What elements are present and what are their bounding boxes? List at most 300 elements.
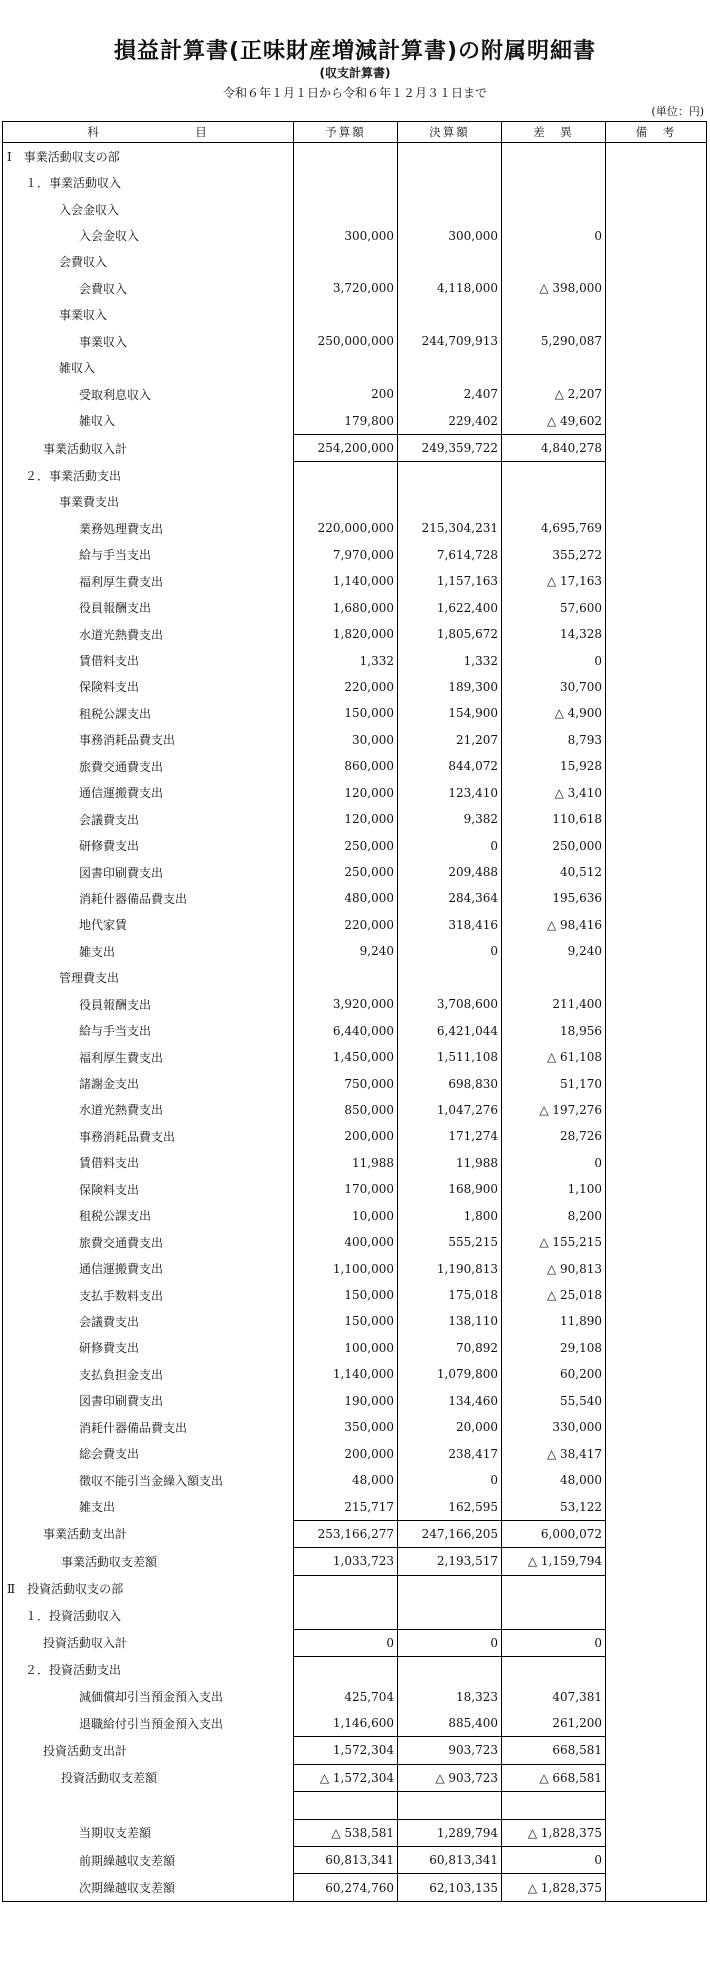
remarks-cell [606, 1255, 707, 1281]
actual-cell: 154,900 [398, 700, 502, 726]
actual-cell [398, 1575, 502, 1602]
actual-cell: 21,207 [398, 727, 502, 753]
budget-cell: 120,000 [294, 806, 398, 832]
row-label: 入会金収入 [3, 196, 294, 222]
row-label: 地代家賃 [3, 912, 294, 938]
remarks-cell [606, 594, 707, 620]
variance-cell: 330,000 [502, 1414, 606, 1440]
header-subject: 科 目 [3, 122, 294, 143]
remarks-cell [606, 196, 707, 222]
remarks-cell [606, 912, 707, 938]
budget-cell [294, 1575, 398, 1602]
variance-cell: △ 668,581 [502, 1764, 606, 1791]
table-row-total [3, 1629, 707, 1656]
budget-cell [294, 965, 398, 991]
table-row [3, 1308, 707, 1334]
variance-cell: 110,618 [502, 806, 606, 832]
row-label: 通信運搬費支出 [3, 1255, 294, 1281]
budget-cell: 30,000 [294, 727, 398, 753]
budget-cell: 200 [294, 381, 398, 407]
budget-cell: 250,000 [294, 859, 398, 885]
fiscal-period: 令和６年１月１日から令和６年１２月３１日まで [222, 86, 487, 100]
table-row [3, 938, 707, 964]
variance-cell [502, 1602, 606, 1629]
actual-cell: 4,118,000 [398, 275, 502, 301]
row-label: 退職給付引当預金預入支出 [3, 1710, 294, 1737]
budget-cell: 170,000 [294, 1176, 398, 1202]
table-row [3, 1602, 707, 1629]
budget-cell: 48,000 [294, 1467, 398, 1493]
table-row-total [3, 1874, 707, 1901]
table-body [3, 143, 707, 1902]
budget-cell: 1,332 [294, 647, 398, 673]
actual-cell: 1,157,163 [398, 568, 502, 594]
row-label: 受取利息収入 [3, 381, 294, 407]
actual-cell: 1,511,108 [398, 1044, 502, 1070]
actual-cell: 2,193,517 [398, 1548, 502, 1575]
variance-cell: 4,695,769 [502, 515, 606, 541]
variance-cell [502, 196, 606, 222]
variance-cell [502, 249, 606, 275]
budget-cell: 850,000 [294, 1097, 398, 1123]
remarks-cell [606, 1493, 707, 1520]
row-label: 当期収支差額 [3, 1819, 294, 1846]
budget-cell: 1,820,000 [294, 621, 398, 647]
row-label: 事業収入 [3, 328, 294, 354]
table-row [3, 1440, 707, 1466]
variance-cell: 6,000,072 [502, 1520, 606, 1547]
row-label: ２．投資活動支出 [3, 1656, 294, 1683]
variance-cell: △ 1,828,375 [502, 1819, 606, 1846]
budget-cell [294, 249, 398, 275]
remarks-cell [606, 355, 707, 381]
header-remarks: 備 考 [606, 122, 707, 143]
variance-cell: 0 [502, 1847, 606, 1874]
remarks-cell [606, 1070, 707, 1096]
table-row [3, 1388, 707, 1414]
actual-cell [398, 965, 502, 991]
remarks-cell [606, 806, 707, 832]
remarks-cell [606, 462, 707, 489]
budget-cell: 300,000 [294, 222, 398, 248]
header-actual: 決算額 [398, 122, 502, 143]
actual-cell: 162,595 [398, 1493, 502, 1520]
ledger-table [2, 121, 707, 1902]
actual-cell: 60,813,341 [398, 1847, 502, 1874]
actual-cell: 0 [398, 1467, 502, 1493]
budget-cell: △ 538,581 [294, 1819, 398, 1846]
actual-cell [398, 1792, 502, 1819]
variance-cell: 29,108 [502, 1335, 606, 1361]
remarks-cell [606, 169, 707, 195]
budget-cell [294, 169, 398, 195]
actual-cell: 1,332 [398, 647, 502, 673]
table-row-total [3, 1737, 707, 1764]
budget-cell [294, 302, 398, 328]
variance-cell: △ 38,417 [502, 1440, 606, 1466]
table-row-total [3, 1847, 707, 1874]
table-row [3, 407, 707, 434]
remarks-cell [606, 780, 707, 806]
row-label: 支払手数料支出 [3, 1282, 294, 1308]
actual-cell: 244,709,913 [398, 328, 502, 354]
row-label: 租税公課支出 [3, 700, 294, 726]
actual-cell: 189,300 [398, 674, 502, 700]
remarks-cell [606, 1602, 707, 1629]
table-row [3, 806, 707, 832]
table-row-total [3, 1819, 707, 1846]
budget-cell: 100,000 [294, 1335, 398, 1361]
budget-cell: 220,000 [294, 912, 398, 938]
table-row [3, 965, 707, 991]
budget-cell: 150,000 [294, 1308, 398, 1334]
actual-cell: 1,800 [398, 1203, 502, 1229]
row-label: 前期繰越収支差額 [3, 1847, 294, 1874]
row-label: 投資活動収入計 [3, 1629, 294, 1656]
remarks-cell [606, 1656, 707, 1683]
table-row [3, 700, 707, 726]
table-row [3, 462, 707, 489]
remarks-cell [606, 859, 707, 885]
budget-cell: 1,680,000 [294, 594, 398, 620]
budget-cell: 400,000 [294, 1229, 398, 1255]
actual-cell: △ 903,723 [398, 1764, 502, 1791]
row-label: 事業活動収支差額 [3, 1548, 294, 1575]
actual-cell [398, 355, 502, 381]
table-row [3, 1097, 707, 1123]
remarks-cell [606, 249, 707, 275]
row-label: 入会金収入 [3, 222, 294, 248]
remarks-cell [606, 381, 707, 407]
actual-cell: 1,289,794 [398, 1819, 502, 1846]
actual-cell: 300,000 [398, 222, 502, 248]
variance-cell: △ 1,159,794 [502, 1548, 606, 1575]
actual-cell: 1,047,276 [398, 1097, 502, 1123]
row-label: 役員報酬支出 [3, 594, 294, 620]
remarks-cell [606, 1123, 707, 1149]
variance-cell [502, 355, 606, 381]
row-label: 図書印刷費支出 [3, 859, 294, 885]
row-label: 会議費支出 [3, 1308, 294, 1334]
budget-cell [294, 1656, 398, 1683]
table-row [3, 1255, 707, 1281]
budget-cell: 1,033,723 [294, 1548, 398, 1575]
remarks-cell [606, 542, 707, 568]
table-row [3, 542, 707, 568]
table-row [3, 515, 707, 541]
remarks-cell [606, 1520, 707, 1547]
row-label: 保険料支出 [3, 1176, 294, 1202]
variance-cell: 28,726 [502, 1123, 606, 1149]
table-row [3, 355, 707, 381]
budget-cell: 3,920,000 [294, 991, 398, 1017]
actual-cell: 903,723 [398, 1737, 502, 1764]
variance-cell: △ 1,828,375 [502, 1874, 606, 1901]
table-row [3, 1361, 707, 1387]
row-label: 給与手当支出 [3, 542, 294, 568]
actual-cell: 171,274 [398, 1123, 502, 1149]
remarks-cell [606, 1440, 707, 1466]
table-row [3, 143, 707, 170]
row-label [3, 1792, 294, 1819]
budget-cell [294, 1792, 398, 1819]
actual-cell: 62,103,135 [398, 1874, 502, 1901]
row-label: 雑支出 [3, 1493, 294, 1520]
row-label: 事業活動支出計 [3, 1520, 294, 1547]
table-row [3, 1123, 707, 1149]
row-label: 支払負担金支出 [3, 1361, 294, 1387]
remarks-cell [606, 1792, 707, 1819]
table-row [3, 1575, 707, 1602]
remarks-cell [606, 1150, 707, 1176]
variance-cell [502, 169, 606, 195]
actual-cell: 0 [398, 938, 502, 964]
actual-cell: 175,018 [398, 1282, 502, 1308]
variance-cell [502, 489, 606, 515]
actual-cell: 698,830 [398, 1070, 502, 1096]
header-variance: 差 異 [502, 122, 606, 143]
actual-cell: 885,400 [398, 1710, 502, 1737]
variance-cell: 51,170 [502, 1070, 606, 1096]
table-row-total [3, 1764, 707, 1791]
actual-cell [398, 196, 502, 222]
variance-cell: 57,600 [502, 594, 606, 620]
remarks-cell [606, 515, 707, 541]
budget-cell: 0 [294, 1629, 398, 1656]
row-label: 福利厚生費支出 [3, 1044, 294, 1070]
row-label: Ⅱ 投資活動収支の部 [3, 1575, 294, 1602]
actual-cell [398, 1602, 502, 1629]
actual-cell: 1,079,800 [398, 1361, 502, 1387]
actual-cell [398, 249, 502, 275]
table-row [3, 674, 707, 700]
budget-cell: 215,717 [294, 1493, 398, 1520]
variance-cell: 15,928 [502, 753, 606, 779]
row-label: 水道光熱費支出 [3, 621, 294, 647]
table-row-total [3, 434, 707, 461]
variance-cell: △ 3,410 [502, 780, 606, 806]
row-label: 旅費交通費支出 [3, 753, 294, 779]
actual-cell [398, 169, 502, 195]
actual-cell: 249,359,722 [398, 434, 502, 461]
budget-cell: 350,000 [294, 1414, 398, 1440]
row-label: 会費収入 [3, 275, 294, 301]
actual-cell: 6,421,044 [398, 1017, 502, 1043]
variance-cell: 53,122 [502, 1493, 606, 1520]
variance-cell: △ 98,416 [502, 912, 606, 938]
budget-cell: 254,200,000 [294, 434, 398, 461]
budget-cell: 1,140,000 [294, 1361, 398, 1387]
table-row [3, 753, 707, 779]
variance-cell: 0 [502, 222, 606, 248]
variance-cell: 355,272 [502, 542, 606, 568]
remarks-cell [606, 700, 707, 726]
table-row [3, 275, 707, 301]
remarks-cell [606, 1575, 707, 1602]
row-label: 事業収入 [3, 302, 294, 328]
actual-cell: 9,382 [398, 806, 502, 832]
remarks-cell [606, 568, 707, 594]
table-row [3, 859, 707, 885]
table-row [3, 1017, 707, 1043]
table-row-total [3, 1520, 707, 1547]
variance-cell: △ 17,163 [502, 568, 606, 594]
table-row [3, 1683, 707, 1709]
row-label: 給与手当支出 [3, 1017, 294, 1043]
actual-cell: 138,110 [398, 1308, 502, 1334]
actual-cell [398, 1656, 502, 1683]
remarks-cell [606, 1414, 707, 1440]
table-row [3, 912, 707, 938]
variance-cell: △ 2,207 [502, 381, 606, 407]
remarks-cell [606, 489, 707, 515]
variance-cell: △ 61,108 [502, 1044, 606, 1070]
remarks-cell [606, 143, 707, 170]
remarks-cell [606, 1819, 707, 1846]
budget-cell: 860,000 [294, 753, 398, 779]
remarks-cell [606, 1847, 707, 1874]
remarks-cell [606, 1683, 707, 1709]
actual-cell [398, 489, 502, 515]
remarks-cell [606, 328, 707, 354]
actual-cell [398, 302, 502, 328]
remarks-cell [606, 1203, 707, 1229]
row-label: 諸謝金支出 [3, 1070, 294, 1096]
table-row [3, 727, 707, 753]
variance-cell: △ 25,018 [502, 1282, 606, 1308]
table-row-total [3, 1548, 707, 1575]
variance-cell: 8,200 [502, 1203, 606, 1229]
table-row [3, 568, 707, 594]
actual-cell: 1,190,813 [398, 1255, 502, 1281]
actual-cell: 123,410 [398, 780, 502, 806]
variance-cell [502, 1792, 606, 1819]
variance-cell: 261,200 [502, 1710, 606, 1737]
variance-cell [502, 462, 606, 489]
remarks-cell [606, 1874, 707, 1901]
variance-cell: △ 4,900 [502, 700, 606, 726]
row-label: １．事業活動収入 [3, 169, 294, 195]
actual-cell: 0 [398, 832, 502, 858]
remarks-cell [606, 1017, 707, 1043]
budget-cell: 253,166,277 [294, 1520, 398, 1547]
remarks-cell [606, 1361, 707, 1387]
document-title: 損益計算書(正味財産増減計算書)の附属明細書 [113, 39, 597, 64]
variance-cell: 55,540 [502, 1388, 606, 1414]
budget-cell: 150,000 [294, 1282, 398, 1308]
variance-cell: 30,700 [502, 674, 606, 700]
table-row [3, 302, 707, 328]
row-label: 減価償却引当預金預入支出 [3, 1683, 294, 1709]
budget-cell: △ 1,572,304 [294, 1764, 398, 1791]
budget-cell: 6,440,000 [294, 1017, 398, 1043]
table-row [3, 991, 707, 1017]
remarks-cell [606, 1629, 707, 1656]
row-label: 管理費支出 [3, 965, 294, 991]
variance-cell: 14,328 [502, 621, 606, 647]
actual-cell: 215,304,231 [398, 515, 502, 541]
row-label: 旅費交通費支出 [3, 1229, 294, 1255]
row-label: 図書印刷費支出 [3, 1388, 294, 1414]
table-row [3, 1229, 707, 1255]
row-label: 通信運搬費支出 [3, 780, 294, 806]
table-row [3, 1335, 707, 1361]
variance-cell [502, 143, 606, 170]
table-row [3, 1176, 707, 1202]
variance-cell [502, 1575, 606, 1602]
actual-cell: 11,988 [398, 1150, 502, 1176]
row-label: 研修費支出 [3, 832, 294, 858]
actual-cell [398, 143, 502, 170]
budget-cell [294, 196, 398, 222]
table-row [3, 1150, 707, 1176]
budget-cell [294, 489, 398, 515]
remarks-cell [606, 1044, 707, 1070]
budget-cell: 1,572,304 [294, 1737, 398, 1764]
variance-cell: 668,581 [502, 1737, 606, 1764]
remarks-cell [606, 1282, 707, 1308]
remarks-cell [606, 727, 707, 753]
table-row [3, 1710, 707, 1737]
variance-cell: 9,240 [502, 938, 606, 964]
remarks-cell [606, 1548, 707, 1575]
variance-cell: 4,840,278 [502, 434, 606, 461]
row-label: 徴収不能引当金繰入額支出 [3, 1467, 294, 1493]
budget-cell [294, 1602, 398, 1629]
document-subtitle: (収支計算書) [319, 66, 391, 80]
variance-cell: 18,956 [502, 1017, 606, 1043]
row-label: 租税公課支出 [3, 1203, 294, 1229]
budget-cell [294, 143, 398, 170]
variance-cell: △ 197,276 [502, 1097, 606, 1123]
remarks-cell [606, 1737, 707, 1764]
remarks-cell [606, 222, 707, 248]
budget-cell: 220,000,000 [294, 515, 398, 541]
budget-cell: 250,000 [294, 832, 398, 858]
table-header [3, 122, 707, 143]
actual-cell: 2,407 [398, 381, 502, 407]
remarks-cell [606, 1097, 707, 1123]
budget-cell: 200,000 [294, 1123, 398, 1149]
row-label: 雑収入 [3, 407, 294, 434]
table-row [3, 594, 707, 620]
budget-cell: 425,704 [294, 1683, 398, 1709]
table-row [3, 1467, 707, 1493]
budget-cell [294, 355, 398, 381]
budget-cell: 1,100,000 [294, 1255, 398, 1281]
row-label: 雑収入 [3, 355, 294, 381]
unit-label: (単位：円) [651, 105, 704, 118]
table-row [3, 169, 707, 195]
remarks-cell [606, 1308, 707, 1334]
table-row [3, 328, 707, 354]
budget-cell: 200,000 [294, 1440, 398, 1466]
budget-cell: 120,000 [294, 780, 398, 806]
budget-cell: 1,450,000 [294, 1044, 398, 1070]
actual-cell: 318,416 [398, 912, 502, 938]
budget-cell: 1,140,000 [294, 568, 398, 594]
actual-cell: 844,072 [398, 753, 502, 779]
row-label: 消耗什器備品費支出 [3, 1414, 294, 1440]
row-label: ２．事業活動支出 [3, 462, 294, 489]
table-row [3, 489, 707, 515]
remarks-cell [606, 965, 707, 991]
variance-cell: 5,290,087 [502, 328, 606, 354]
header-row [3, 122, 707, 143]
variance-cell [502, 1656, 606, 1683]
table-row [3, 1044, 707, 1070]
budget-cell: 250,000,000 [294, 328, 398, 354]
